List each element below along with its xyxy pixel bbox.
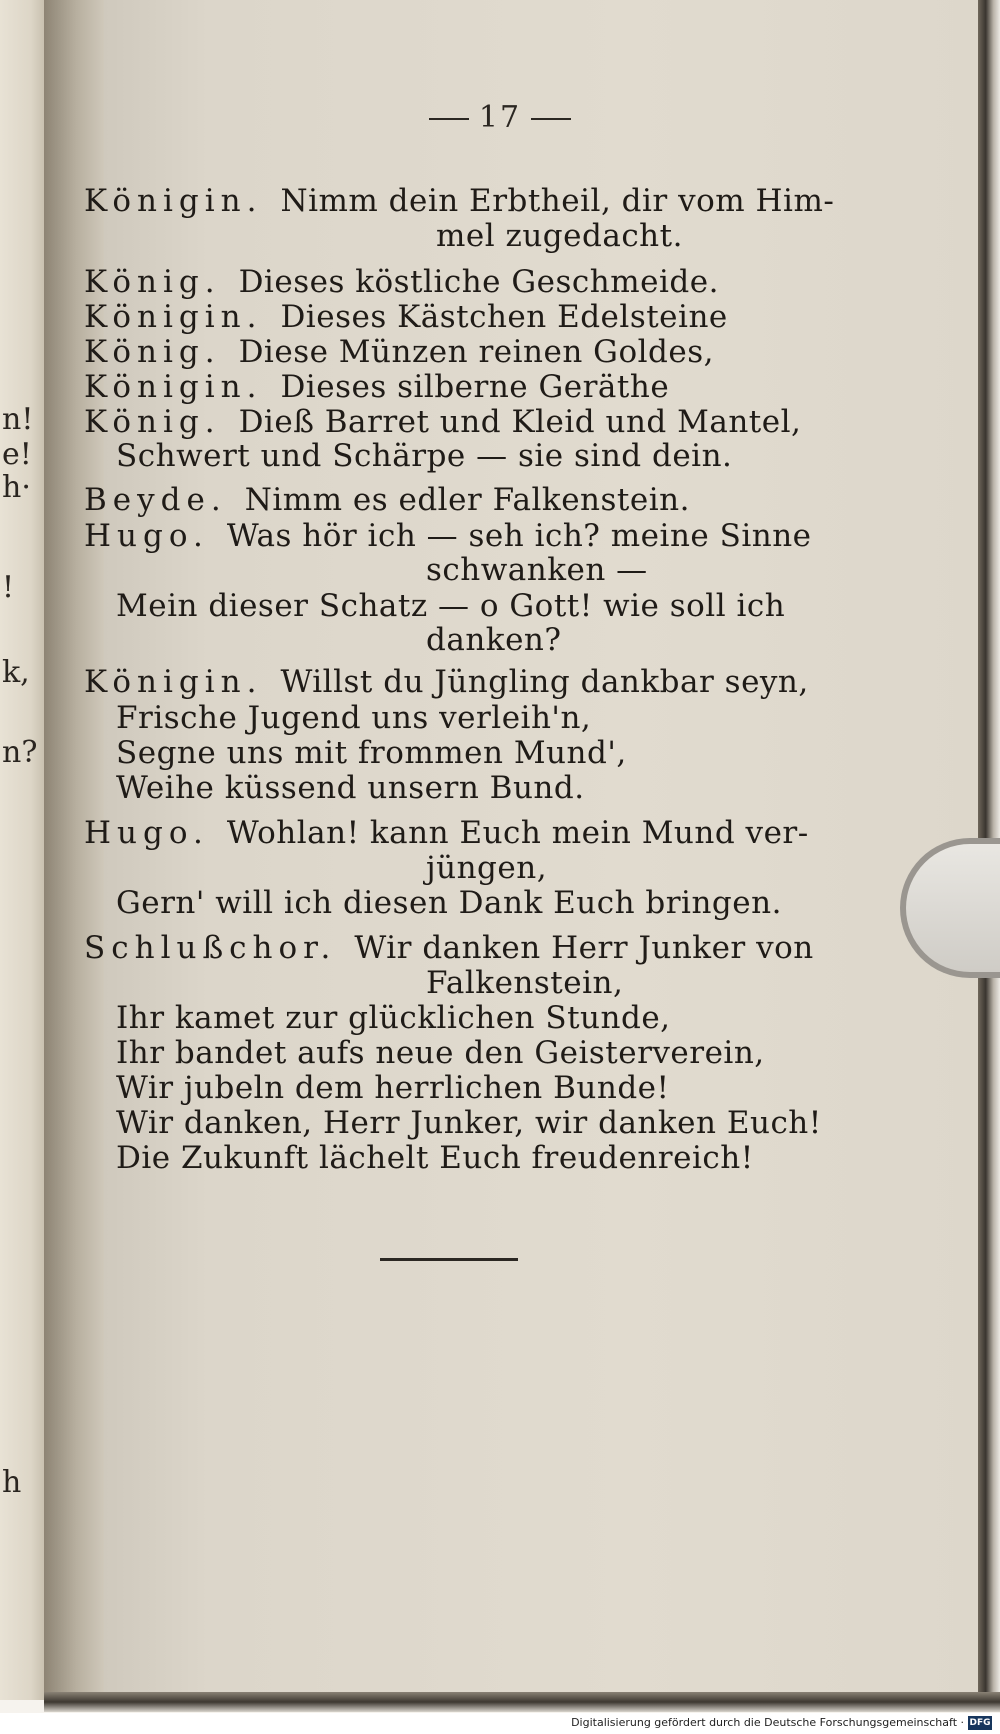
text-line (426, 622, 562, 658)
line-text: Nimm dein Erbtheil, dir vom Him- (280, 183, 835, 219)
text-line (116, 1070, 669, 1106)
footer-credit: Digitalisierung gefördert durch die Deutsche Forschungsgemeinschaft · (571, 1716, 964, 1729)
speaker: König. (84, 334, 221, 370)
line-text: Gern' will ich diesen Dank Euch bringen. (116, 885, 782, 921)
text-line (116, 885, 782, 921)
line-text: Weihe küssend unsern Bund. (116, 770, 585, 806)
fragment: k, (2, 655, 30, 690)
line-text: Falkenstein, (426, 965, 624, 1001)
text-line (116, 1140, 754, 1176)
speaker: Schlußchor. (84, 930, 337, 966)
text-line (84, 664, 809, 700)
text-line (84, 369, 669, 405)
page-number (0, 100, 1000, 135)
fragment: n! (2, 402, 34, 437)
text-line (426, 552, 648, 588)
text-line (84, 930, 814, 966)
text-line (116, 438, 732, 474)
line-text: Willst du Jüngling dankbar seyn, (280, 664, 809, 700)
page-bottom-edge (44, 1692, 1000, 1712)
line-text: Mein dieser Schatz — o Gott! wie soll ich (116, 588, 786, 624)
line-text: schwanken — (426, 552, 648, 588)
line-text: Ihr kamet zur glücklichen Stunde, (116, 1000, 671, 1036)
line-text: jüngen, (426, 850, 548, 886)
line-text: Dieses silberne Geräthe (280, 369, 670, 405)
line-text: Wir jubeln dem herrlichen Bunde! (116, 1070, 670, 1106)
text-line (116, 588, 785, 624)
line-text: Schwert und Schärpe — sie sind dein. (116, 438, 733, 474)
text-line (116, 1105, 822, 1141)
line-text: Diese Münzen reinen Goldes, (238, 334, 714, 370)
dfg-logo: DFG (969, 1718, 991, 1728)
speaker: König. (84, 264, 221, 300)
line-text: Nimm es edler Falkenstein. (244, 482, 690, 518)
text-line (426, 850, 547, 886)
text-line (426, 965, 623, 1001)
page-number-dash-right (531, 118, 571, 120)
text-line (116, 770, 585, 806)
line-text: Dieß Barret und Kleid und Mantel, (238, 404, 802, 440)
speaker: Königin. (84, 183, 263, 219)
line-text: Wohlan! kann Euch mein Mund ver- (226, 815, 809, 851)
speaker: Königin. (84, 369, 263, 405)
footer-bar (0, 1713, 1000, 1734)
line-text: Was hör ich — seh ich? meine Sinne (226, 518, 812, 554)
fragment: e! (2, 437, 32, 472)
previous-page-fragments (0, 0, 44, 1700)
text-line (84, 264, 719, 300)
text-line (84, 183, 834, 219)
speaker: Königin. (84, 299, 263, 335)
fragment: n? (2, 735, 38, 770)
speaker: König. (84, 404, 221, 440)
text-line (84, 404, 801, 440)
text-line (116, 1000, 671, 1036)
text-line (116, 735, 627, 771)
line-text: Wir danken Herr Junker von (354, 930, 814, 966)
page-number-text: 17 (478, 100, 522, 135)
line-text: mel zugedacht. (436, 218, 683, 254)
line-text: danken? (426, 622, 562, 658)
speaker: Beyde. (84, 482, 227, 518)
page-number-dash-left (429, 118, 469, 120)
text-line (84, 299, 728, 335)
line-text: Segne uns mit frommen Mund', (116, 735, 627, 771)
speaker: Hugo. (84, 518, 209, 554)
text-line (84, 334, 714, 370)
text-line (84, 815, 809, 851)
speaker: Königin. (84, 664, 263, 700)
text-line (116, 700, 591, 736)
line-text: Die Zukunft lächelt Euch freudenreich! (116, 1140, 754, 1176)
fragment: h (2, 1465, 22, 1500)
speaker: Hugo. (84, 815, 209, 851)
text-line (436, 218, 683, 254)
line-text: Frische Jugend uns verleih'n, (116, 700, 592, 736)
line-text: Dieses Kästchen Edelsteine (280, 299, 728, 335)
text-line (84, 518, 812, 554)
text-line (84, 482, 690, 518)
fragment: ! (2, 570, 15, 605)
section-rule (380, 1258, 518, 1261)
line-text: Dieses köstliche Geschmeide. (238, 264, 719, 300)
fragment: h· (2, 470, 31, 505)
text-line (116, 1035, 765, 1071)
line-text: Wir danken, Herr Junker, wir danken Euch! (116, 1105, 822, 1141)
line-text: Ihr bandet aufs neue den Geisterverein, (116, 1035, 765, 1071)
